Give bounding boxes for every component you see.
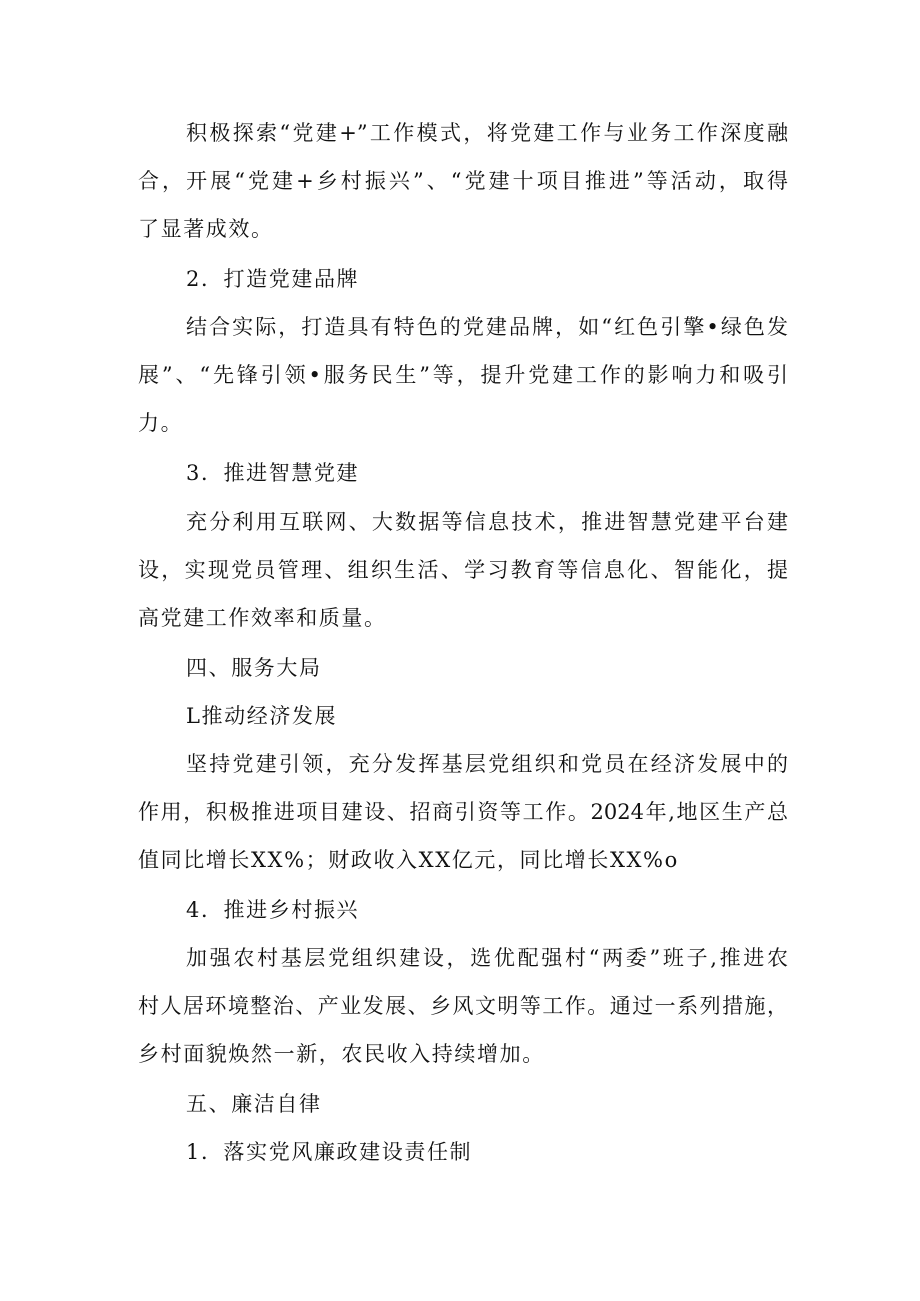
paragraph-line: 充分利用互联网、大数据等信息技术，推进智慧党建平台建 — [186, 510, 788, 534]
chapter-heading: 五、廉洁自律 — [186, 1092, 322, 1116]
paragraph-line: 了显著成效。 — [138, 217, 274, 241]
paragraph-line: 高党建工作效率和质量。 — [138, 606, 387, 630]
paragraph-line: 作用，积极推进项目建设、招商引资等工作。2024年,地区生产总 — [138, 800, 788, 824]
paragraph-line: 结合实际，打造具有特色的党建品牌，如“红色引擎•绿色发 — [186, 315, 788, 339]
paragraph-line: 值同比增长XX%；财政收入XX亿元，同比增长XX%o — [138, 848, 679, 872]
section-heading: 4．推进乡村振兴 — [186, 898, 360, 922]
paragraph-line: 乡村面貌焕然一新，农民收入持续增加。 — [138, 1042, 545, 1066]
paragraph-line: 加强农村基层党组织建设，选优配强村“两委”班子,推进农 — [186, 946, 788, 970]
paragraph-line: 村人居环境整治、产业发展、乡风文明等工作。通过一系列措施， — [138, 994, 788, 1018]
paragraph-line: 展”、“先锋引领•服务民生”等，提升党建工作的影响力和吸引 — [138, 363, 788, 387]
paragraph-line: 力。 — [138, 411, 184, 435]
paragraph-line: 坚持党建引领，充分发挥基层党组织和党员在经济发展中的 — [186, 752, 788, 776]
section-heading: 1．落实党风廉政建设责任制 — [186, 1140, 473, 1164]
paragraph-line: 设，实现党员管理、组织生活、学习教育等信息化、智能化，提 — [138, 558, 788, 582]
section-heading: 3．推进智慧党建 — [186, 461, 360, 485]
paragraph-line: 合，开展“党建+乡村振兴”、“党建十项目推进”等活动，取得 — [138, 169, 788, 193]
chapter-heading: 四、服务大局 — [186, 656, 322, 680]
paragraph-line: 积极探索“党建+”工作模式，将党建工作与业务工作深度融 — [186, 121, 788, 145]
section-heading: L推动经济发展 — [186, 704, 338, 728]
section-heading: 2．打造党建品牌 — [186, 267, 360, 291]
